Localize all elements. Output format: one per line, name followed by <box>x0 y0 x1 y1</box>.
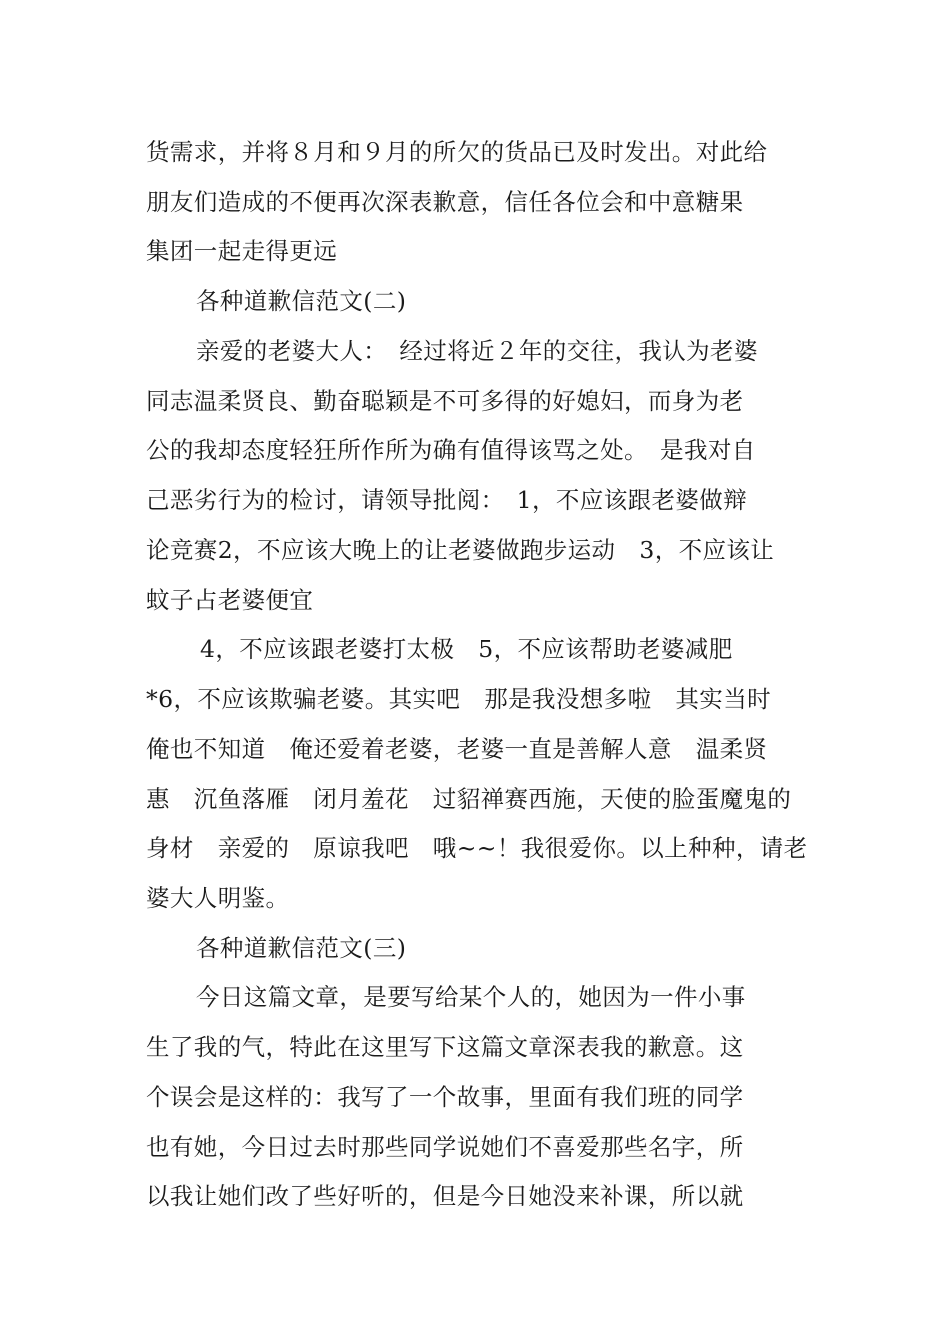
paragraph-line: 朋友们造成的不便再次深表歉意，信任各位会和中意糖果 <box>146 188 744 216</box>
paragraph-line: 身材 亲爱的 原谅我吧 哦~~！我很爱你。以上种种，请老 <box>146 834 808 862</box>
paragraph-line: 个误会是这样的：我写了一个故事，里面有我们班的同学 <box>146 1083 744 1111</box>
paragraph-line: 同志温柔贤良、勤奋聪颖是不可多得的好媳妇，而身为老 <box>146 387 744 415</box>
paragraph-line: 货需求，并将８月和９月的所欠的货品已及时发出。对此给 <box>146 138 768 166</box>
paragraph-line: 生了我的气，特此在这里写下这篇文章深表我的歉意。这 <box>146 1033 744 1061</box>
paragraph-line: 蚊子占老婆便宜 <box>146 586 314 614</box>
paragraph-line: 亲爱的老婆大人： 经过将近２年的交往，我认为老婆 <box>196 337 758 365</box>
section-heading: 各种道歉信范文(二) <box>196 287 407 315</box>
paragraph-line: 婆大人明鉴。 <box>146 884 290 912</box>
paragraph-line: 论竞赛2，不应该大晚上的让老婆做跑步运动 3，不应该让 <box>146 536 775 564</box>
paragraph-line: 己恶劣行为的检讨，请领导批阅： 1，不应该跟老婆做辩 <box>146 486 748 514</box>
paragraph-line: 4，不应该跟老婆打太极 5，不应该帮助老婆减肥 <box>200 635 733 663</box>
paragraph-line: 也有她，今日过去时那些同学说她们不喜爱那些名字，所 <box>146 1133 744 1161</box>
paragraph-line: 集团一起走得更远 <box>146 237 338 265</box>
paragraph-line: 今日这篇文章，是要写给某个人的，她因为一件小事 <box>196 983 746 1011</box>
paragraph-line: 俺也不知道 俺还爱着老婆，老婆一直是善解人意 温柔贤 <box>146 735 768 763</box>
paragraph-line: 以我让她们改了些好听的，但是今日她没来补课，所以就 <box>146 1182 744 1210</box>
paragraph-line: 公的我却态度轻狂所作所为确有值得该骂之处。 是我对自 <box>146 436 756 464</box>
section-heading: 各种道歉信范文(三) <box>196 934 407 962</box>
paragraph-line: *6，不应该欺骗老婆。其实吧 那是我没想多啦 其实当时 <box>146 685 772 713</box>
paragraph-line: 惠 沉鱼落雁 闭月羞花 过貂禅赛西施，天使的脸蛋魔鬼的 <box>146 785 792 813</box>
